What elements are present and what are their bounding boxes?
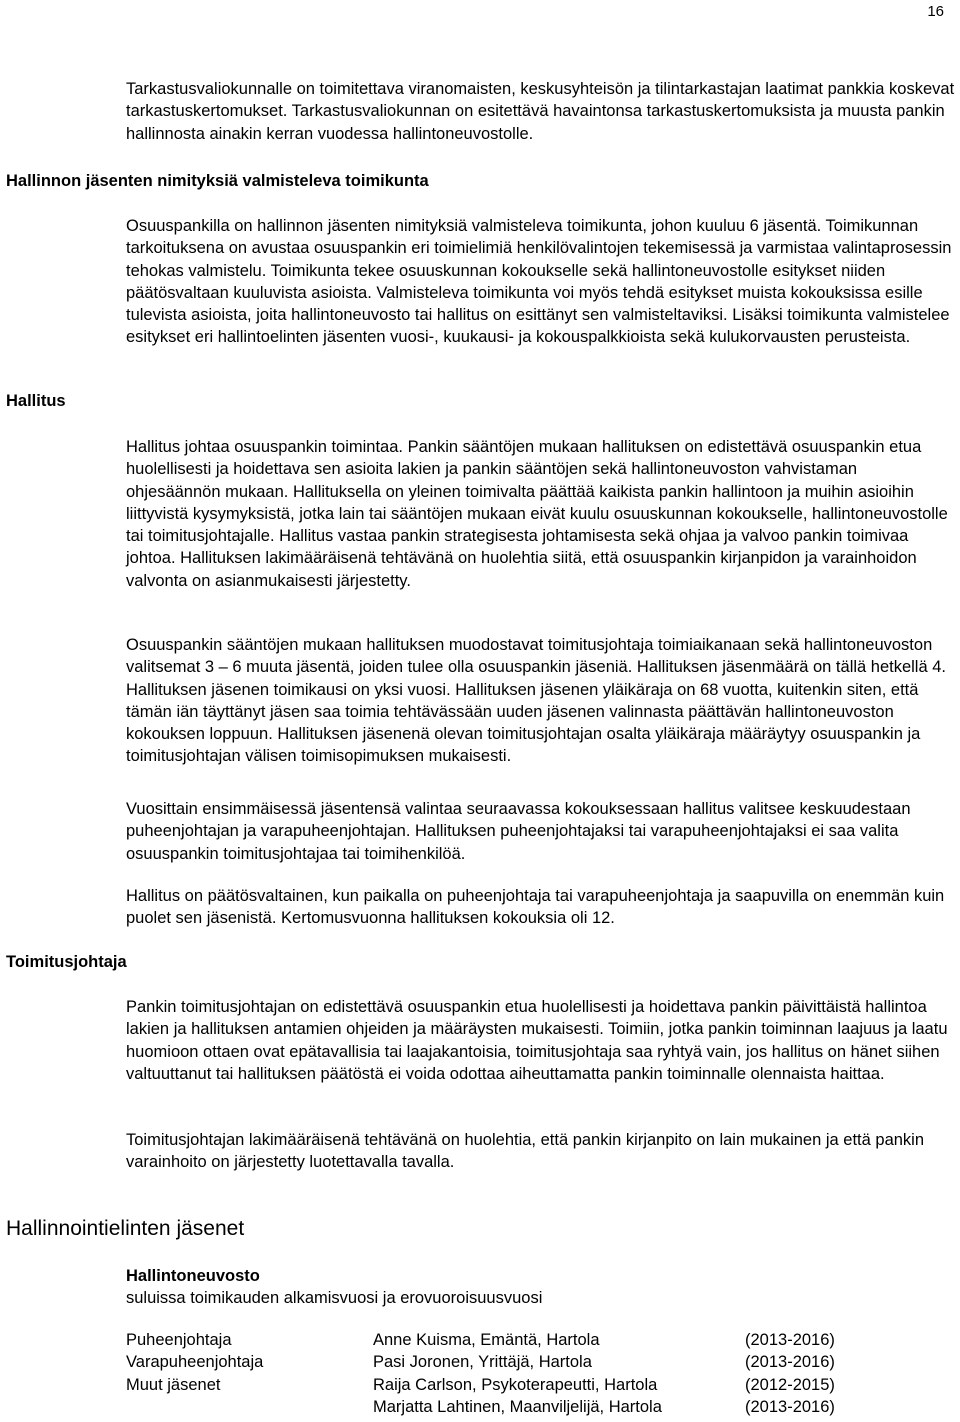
table-row — [126, 1353, 865, 1375]
ceo-heading: Toimitusjohtaja — [6, 953, 127, 971]
table-row — [126, 1331, 865, 1353]
table-row — [126, 1398, 865, 1420]
page-number: 16 — [927, 3, 944, 20]
supervisory-board-table — [126, 1331, 865, 1420]
member-role: Puheenjohtaja — [126, 1331, 232, 1349]
board-heading: Hallitus — [6, 392, 66, 410]
board-paragraph-3: Vuosittain ensimmäisessä jäsentensä valintaa seuraavassa kokouksessaan hallitus valitsee keskuudestaan puheenjohtajan ja varapuheenjohtajan. Hallituksen puheenjohtajaksi tai varapuheenjohtajaksi ei saa valita osuuspankin toimitusjohtajaa tai toimihenkilöä. — [126, 800, 911, 863]
intro-paragraph: Tarkastusvaliokunnalle on toimitettava viranomaisten, keskusyhteisön ja tilintarkastajan laatimat pankkia koskevat tarkastuskertomukset. Tarkastusvaliokunnan on esitettävä havaintonsa tarkastuskertomuksista ja muusta pankin hallinnosta ainakin kerran vuodessa hallintoneuvostolle. — [126, 80, 955, 143]
nomination-committee-heading: Hallinnon jäsenten nimityksiä valmisteleva toimikunta — [6, 172, 429, 190]
table-row — [126, 1376, 865, 1398]
member-name: Pasi Joronen, Yrittäjä, Hartola — [373, 1353, 592, 1372]
member-role — [126, 1398, 373, 1420]
board-paragraph-4: Hallitus on päätösvaltainen, kun paikalla on puheenjohtaja tai varapuheenjohtaja ja saapuvilla on enemmän kuin puolet sen jäsenistä. Kertomusvuonna hallituksen kokouksia oli 12. — [126, 887, 945, 928]
member-term: (2013-2016) — [745, 1397, 835, 1416]
board-paragraph-2: Osuuspankin sääntöjen mukaan hallituksen muodostavat toimitusjohtaja toimiaikanaan sekä hallintoneuvoston valitsemat 3 – 6 muuta jäsentä, joiden tulee olla osuuspankin jäseniä. Hallituksen jäsenmäärä on tällä hetkellä 4. Hallituksen jäsenen toimikausi on yksi vuosi. Hallituksen jäsenen yläikäraja on 68 vuotta, kuitenkin siten, että tämän iän täyttänyt jäsen saa toimia tehtävässään uuden jäsenen valinnasta päättävän hallintoneuvoston kokouksen loppuun. Hallituksen jäsenenä olevan toimitusjohtajan osalta yläikäraja määräytyy osuuspankin ja toimitusjohtajan välisen toimisopimuksen mukaisesti. — [126, 636, 946, 766]
member-term: (2013-2016) — [745, 1353, 835, 1372]
member-role: Muut jäsenet — [126, 1375, 221, 1394]
member-term: (2013-2016) — [745, 1331, 835, 1349]
member-name: Marjatta Lahtinen, Maanviljelijä, Hartola — [373, 1397, 662, 1416]
term-note: suluissa toimikauden alkamisvuosi ja erovuoroisuusvuosi — [126, 1289, 543, 1307]
member-term: (2012-2015) — [745, 1375, 835, 1394]
board-paragraph-1: Hallitus johtaa osuuspankin toimintaa. Pankin sääntöjen mukaan hallituksen on edistettävä osuuspankin etua huolellisesti ja hoidettava sen asioita lakien ja pankin sääntöjen sekä hallintoneuvoston vahvistaman ohjesäännön mukaan. Hallituksella on yleinen toimivalta päättää kaikista pankin hallintoon ja muihin asioihin liittyvistä kysymyksistä, jotka lain tai sääntöjen mukaan eivät kuulu osuuskunnan kokoukselle, hallintoneuvostolle tai toimitusjohtajalle. Hallitus vastaa pankin strategisesta johtamisesta sekä ohjaa ja valvoo pankin toimivaa johtoa. Hallituksen lakimääräisenä tehtävänä on huolehtia siitä, että osuuspankin kirjanpidon ja varainhoidon valvonta on asianmukaisesti järjestetty. — [126, 438, 948, 590]
ceo-paragraph-1: Pankin toimitusjohtajan on edistettävä osuuspankin etua huolellisesti ja hoidettava pankin päivittäistä hallintoa lakien ja hallituksen antamien ohjeiden ja määräysten mukaisesti. Toimiin, jotka pankin toiminnan laajuus ja laatu huomioon ottaen ovat epätavallisia tai laajakantoisia, toimitusjohtaja saa ryhtyä vain, jos hallitus on hänet siihen valtuuttanut tai hallituksen päätöstä ei voida odottaa aiheuttamatta pankin toiminnalle olennaista haittaa. — [126, 998, 948, 1083]
supervisory-board-subtitle: Hallintoneuvosto — [126, 1267, 260, 1285]
nomination-committee-paragraph: Osuuspankilla on hallinnon jäsenten nimityksiä valmisteleva toimikunta, johon kuuluu 6 jäsentä. Toimikunnan tarkoituksena on avustaa osuuspankin eri toimielimiä henkilövalintojen tekemisessä ja varmistaa valintaprosessin tehokas valmistelu. Toimikunta tekee osuuskunnan kokoukselle sekä hallintoneuvostolle esitykset niiden päätösvaltaan kuuluvista asioista. Valmisteleva toimikunta voi myös tehdä esitykset muista kokouksissa esille tulevista asioista, joita hallintoneuvosto tai hallitus on esittänyt sen valmisteltaviksi. Lisäksi toimikunta valmistelee esitykset eri hallintoelinten jäsenten vuosi-, kuukausi- ja kokouspalkkioista sekä kulukorvausten perusteista. — [126, 217, 952, 347]
ceo-paragraph-2: Toimitusjohtajan lakimääräisenä tehtävänä on huolehtia, että pankin kirjanpito on lain mukainen ja että pankin varainhoito on järjestetty luotettavalla tavalla. — [126, 1131, 925, 1172]
members-section-title: Hallinnointielinten jäsenet — [6, 1217, 245, 1240]
member-name: Anne Kuisma, Emäntä, Hartola — [373, 1331, 600, 1349]
member-name: Raija Carlson, Psykoterapeutti, Hartola — [373, 1375, 658, 1394]
member-role: Varapuheenjohtaja — [126, 1353, 264, 1372]
